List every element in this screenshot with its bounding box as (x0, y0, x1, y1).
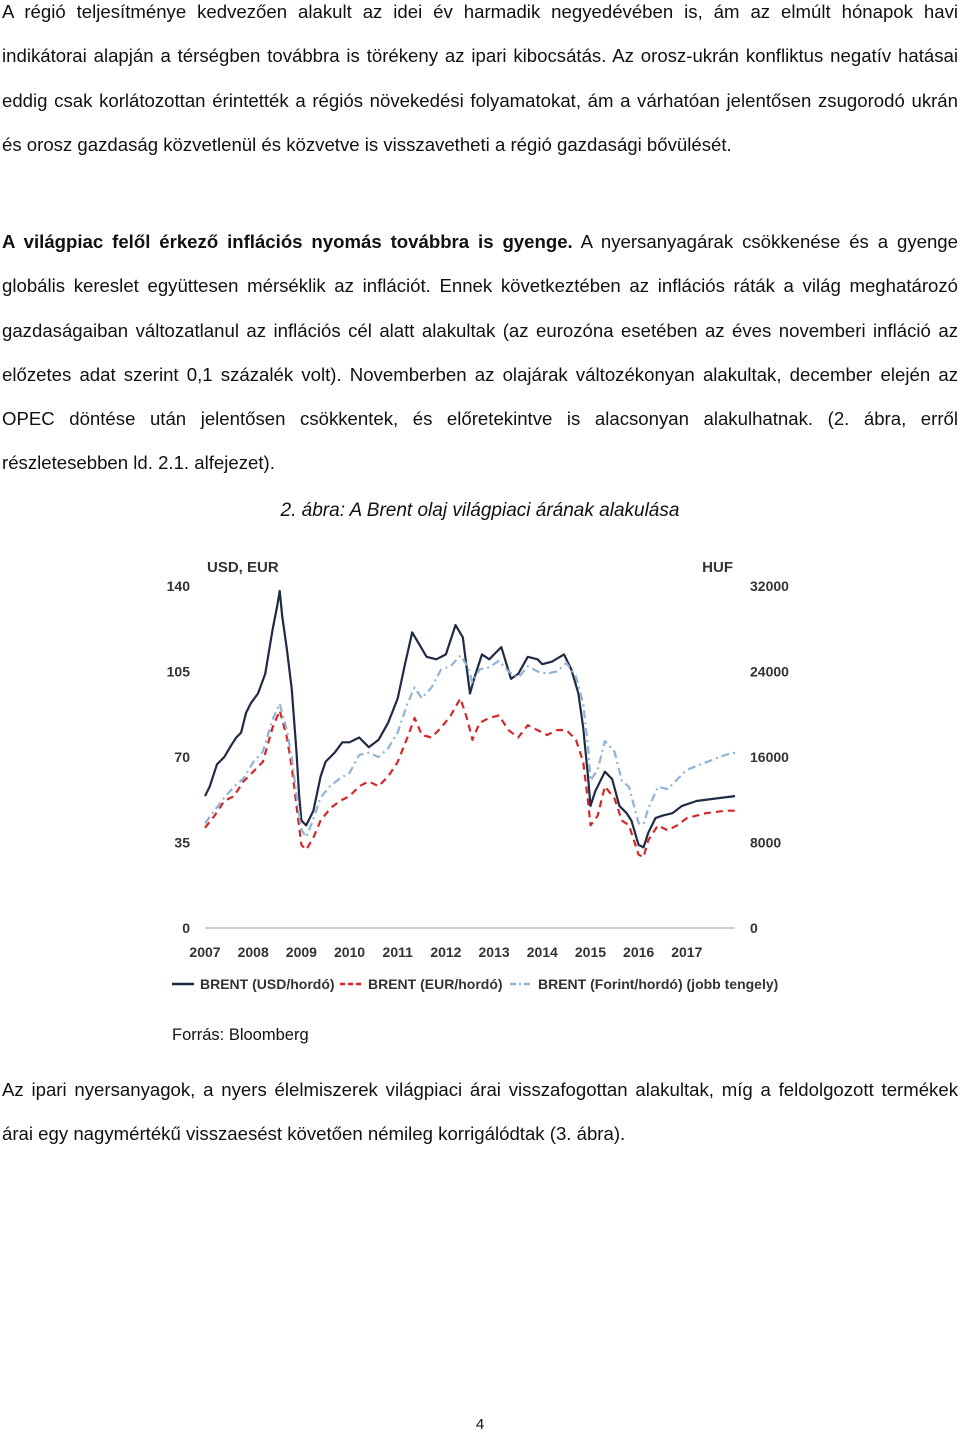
x-tick-label: 2007 (189, 944, 221, 960)
right-axis-label: HUF (702, 559, 733, 576)
legend-label-1: BRENT (USD/hordó) (200, 976, 335, 992)
x-tick-label: 2013 (478, 944, 510, 960)
y-right-tick-label: 16000 (750, 749, 789, 765)
y-left-tick-label: 70 (174, 749, 190, 765)
x-tick-label: 2017 (671, 944, 703, 960)
paragraph-2 (2, 220, 958, 486)
y-left-tick-label: 35 (174, 834, 190, 851)
y-left-tick-label: 105 (166, 663, 190, 680)
brent-oil-price-chart (150, 548, 810, 1004)
paragraph-2-bold-lead: A világpiac felől érkező inflációs nyomás továbbra is gyenge. (2, 231, 573, 252)
series-line-1 (205, 591, 735, 848)
y-right-tick-label: 24000 (750, 663, 789, 680)
series-line-3 (205, 656, 735, 838)
x-tick-label: 2012 (430, 944, 462, 960)
paragraph-3: Az ipari nyersanyagok, a nyers élelmiszerek világpiaci árai visszafogottan alakultak, míg a feldolgozott termékek árai egy nagymértékű visszaesést követően némileg korrigálódtak (3. ábra). (2, 1079, 958, 1145)
x-tick-label: 2014 (526, 944, 558, 960)
paragraph-2-body: A nyersanyagárak csökkenése és a gyenge globális kereslet együttesen mérséklik az inflációt. Ennek következtében az inflációs ráták a világ meghatározó gazdaságaiban változatlanul az inflációs cél alatt alakultak (az eurozóna esetében az éves novemberi infláció az előzetes adat szerint 0,1 százalék volt). Novemberben az olajárak változékonyan alakultak, december elején az OPEC döntése után jelentősen csökkentek, és előretekintve is alacsonyan alakulhatnak. (2. ábra, erről részletesebben ld. 2.1. alfejezet). (2, 231, 958, 474)
x-tick-label: 2010 (333, 944, 366, 960)
x-tick-label: 2008 (237, 944, 269, 960)
x-tick-label: 2016 (623, 944, 655, 960)
y-right-tick-label: 32000 (750, 578, 789, 594)
y-right-tick-label: 0 (750, 920, 758, 936)
legend-label-3: BRENT (Forint/hordó) (jobb tengely) (538, 976, 779, 992)
left-axis-label: USD, EUR (207, 559, 279, 576)
x-tick-label: 2011 (382, 944, 413, 960)
y-left-tick-label: 140 (166, 578, 190, 594)
figure-title: 2. ábra: A Brent olaj világpiaci árának alakulása (280, 500, 680, 521)
x-tick-label: 2015 (574, 944, 607, 960)
legend-label-2: BRENT (EUR/hordó) (368, 976, 503, 992)
y-right-tick-label: 8000 (750, 834, 782, 851)
y-left-tick-label: 0 (182, 920, 190, 936)
x-tick-label: 2009 (285, 944, 317, 960)
page-number: 4 (475, 1416, 485, 1433)
paragraph-1: A régió teljesítménye kedvezően alakult az idei év harmadik negyedévében is, ám az elmúlt hónapok havi indikátorai alapján a térségben továbbra is törékeny az ipari kibocsátás. Az orosz-ukrán konfliktus negatív hatásai eddig csak korlátozottan érintették a régiós növekedési folyamatokat, ám a várhatóan jelentősen zsugorodó ukrán és orosz gazdaság közvetlenül és közvetve is visszavetheti a régió gazdasági bővülését. (2, 1, 958, 155)
figure-source: Forrás: Bloomberg (172, 1026, 309, 1044)
